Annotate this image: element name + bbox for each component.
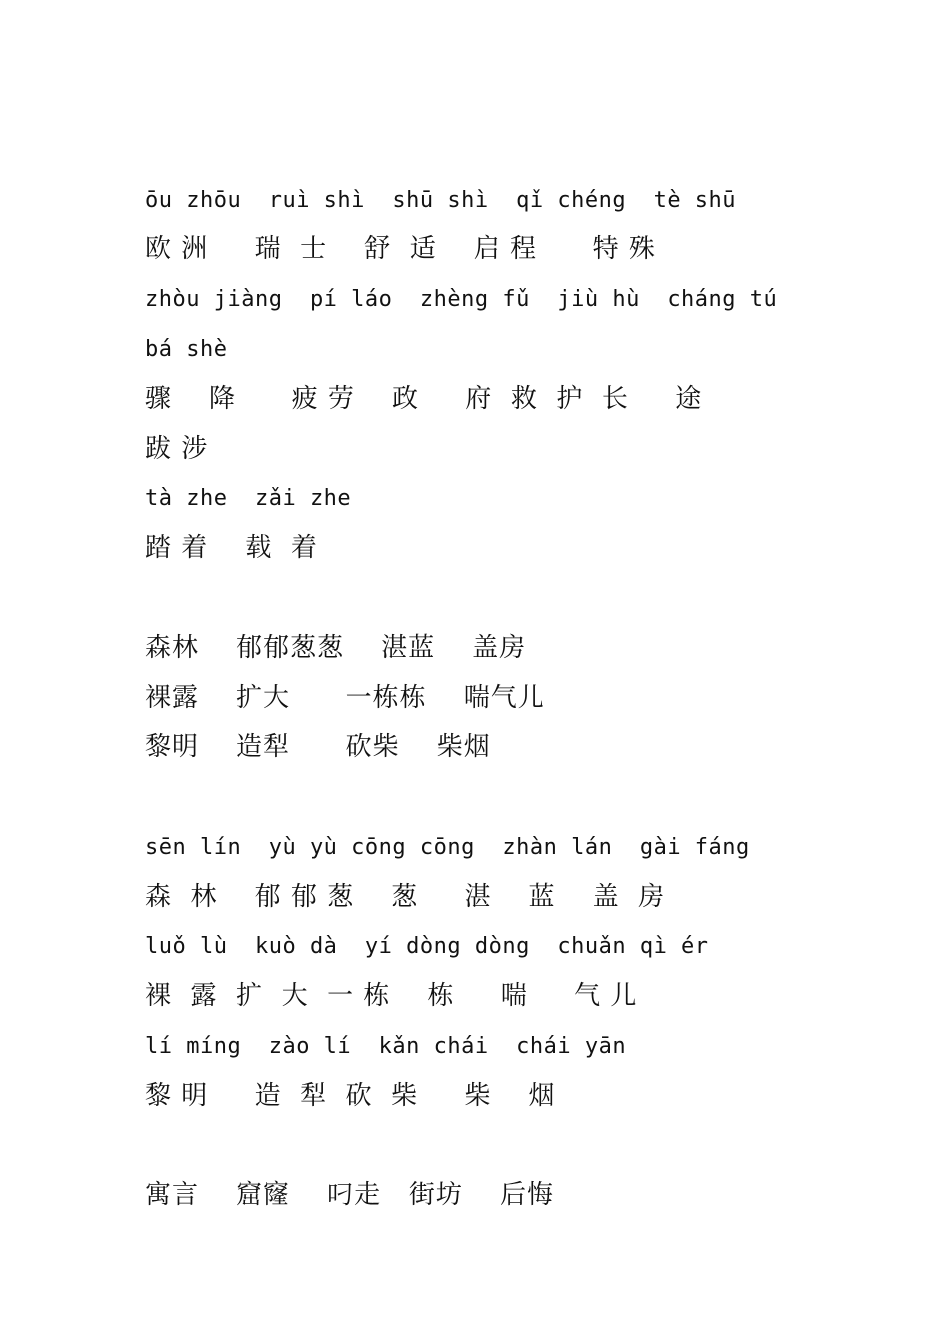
hanzi-line-3: 跋 涉 [145, 434, 209, 464]
pinyin-line-6: luǒ lù kuò dà yí dòng dòng chuǎn qì ér [145, 934, 709, 959]
hanzi-line-2: 骤 降 疲 劳 政 府 救 护 长 途 [145, 384, 703, 414]
hanzi-line-7: 黎 明 造 犁 砍 柴 柴 烟 [145, 1081, 556, 1111]
pinyin-line-7: lí míng zào lí kǎn chái chái yān [145, 1034, 627, 1059]
pinyin-line-1: ōu zhōu ruì shì shū shì qǐ chéng tè shū [145, 188, 737, 213]
pinyin-line-2: zhòu jiàng pí láo zhèng fǔ jiù hù cháng tú [145, 287, 778, 312]
hanzi-line-4: 踏 着 载 着 [145, 533, 318, 563]
word-list-line-2: 裸露 扩大 一栋栋 喘气儿 [145, 683, 545, 713]
word-list-line-1: 森林 郁郁葱葱 湛蓝 盖房 [145, 633, 527, 663]
pinyin-line-3: bá shè [145, 337, 228, 362]
pinyin-line-5: sēn lín yù yù cōng cōng zhàn lán gài fáng [145, 835, 750, 860]
hanzi-line-5: 森 林 郁 郁 葱 葱 湛 蓝 盖 房 [145, 882, 666, 912]
pinyin-line-4: tà zhe zǎi zhe [145, 486, 352, 511]
hanzi-line-6: 裸 露 扩 大 一 栋 栋 喘 气 儿 [145, 981, 638, 1011]
hanzi-line-1: 欧 洲 瑞 士 舒 适 启 程 特 殊 [145, 234, 656, 264]
word-list-line-4: 寓言 窟窿 叼走 街坊 后悔 [145, 1180, 554, 1210]
word-list-line-3: 黎明 造犁 砍柴 柴烟 [145, 732, 491, 762]
